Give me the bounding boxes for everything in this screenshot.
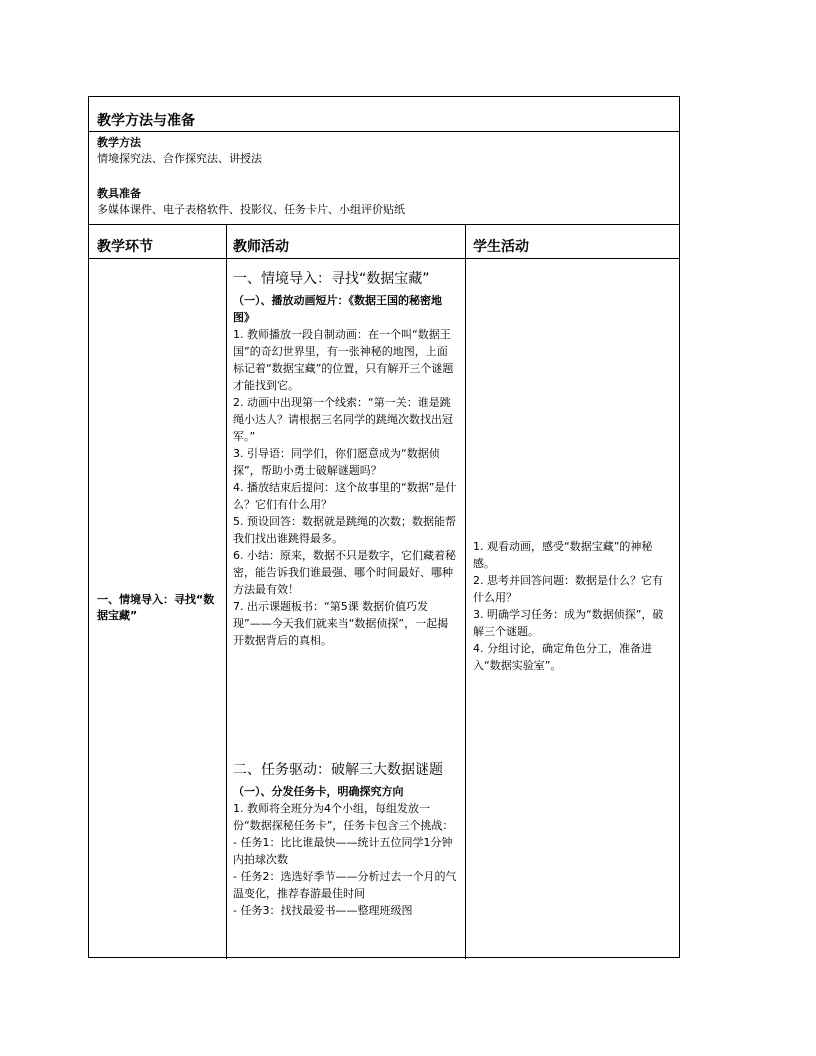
lesson-plan-table <box>88 96 680 958</box>
teacher-part1-item: 6. 小结：原来，数据不只是数字，它们藏着秘密，能告诉我们谁最强、哪个时间最好、哪种方法最有效！ <box>233 549 456 596</box>
divider-after-columns <box>89 258 679 259</box>
teacher-activity-part1 <box>233 270 457 649</box>
column-divider-1 <box>226 224 227 959</box>
methods-block <box>97 135 262 167</box>
tools-heading: 教具准备 <box>97 187 141 200</box>
methods-heading: 教学方法 <box>97 136 141 149</box>
teacher-part2-item: - 任务2：选选好季节——分析过去一个月的气温变化，推荐春游最佳时间 <box>233 870 457 900</box>
teacher-part1-heading: 一、情境导入：寻找“数据宝藏” <box>233 271 430 287</box>
teacher-part2-subheading: （一）、分发任务卡，明确探究方向 <box>233 785 404 798</box>
student-item: 4. 分组讨论，确定角色分工，准备进入“数据实验室”。 <box>473 642 652 672</box>
student-item: 2. 思考并回答问题：数据是什么？它有什么用？ <box>473 574 663 604</box>
teacher-part1-subheading: （一）、播放动画短片：《数据王国的秘密地图》 <box>233 294 442 324</box>
stage-label: 一、情境导入：寻找“数据宝藏” <box>97 593 215 622</box>
teacher-activity-part2 <box>233 761 457 919</box>
student-item: 1. 观看动画，感受“数据宝藏”的神秘感。 <box>473 540 653 570</box>
teacher-part2-item: - 任务1：比比谁最快——统计五位同学1分钟内拍球次数 <box>233 836 453 866</box>
teacher-part2-heading: 二、任务驱动：破解三大数据谜题 <box>233 762 443 778</box>
student-item: 3. 明确学习任务：成为“数据侦探”，破解三个谜题。 <box>473 608 664 638</box>
divider-before-columns <box>89 224 679 225</box>
tools-text: 多媒体课件、电子表格软件、投影仪、任务卡片、小组评价贴纸 <box>97 203 405 216</box>
column-header-teacher: 教师活动 <box>233 239 289 255</box>
student-activity <box>473 538 669 674</box>
teacher-part1-item: 7. 出示课题板书：“第5课 数据价值巧发现”——今天我们就来当“数据侦探”，一起揭开数据背后的真相。 <box>233 600 449 647</box>
column-divider-2 <box>465 224 466 959</box>
section-title: 教学方法与准备 <box>97 113 195 129</box>
teacher-part1-item: 4. 播放结束后提问：这个故事里的“数据”是什么？它们有什么用？ <box>233 481 457 511</box>
teacher-part1-item: 2. 动画中出现第一个线索：“第一关：谁是跳绳小达人？请根据三名同学的跳绳次数找出冠军。” <box>233 396 453 443</box>
teacher-part1-item: 1. 教师播放一段自制动画：在一个叫“数据王国”的奇幻世界里，有一张神秘的地图，上面标记着“数据宝藏”的位置，只有解开三个谜题才能找到它。 <box>233 328 454 392</box>
divider-title <box>89 131 679 132</box>
teacher-part1-item: 5. 预设回答：数据就是跳绳的次数；数据能帮我们找出谁跳得最多。 <box>233 515 456 545</box>
column-header-student: 学生活动 <box>473 239 529 255</box>
teacher-part2-item: 1. 教师将全班分为4个小组，每组发放一份“数据探秘任务卡”，任务卡包含三个挑战： <box>233 802 454 832</box>
column-header-stage: 教学环节 <box>97 239 153 255</box>
methods-text: 情境探究法、合作探究法、讲授法 <box>97 152 262 165</box>
tools-block <box>97 186 405 218</box>
teacher-part1-item: 3. 引导语：同学们，你们愿意成为“数据侦探”，帮助小勇士破解谜题吗？ <box>233 447 440 477</box>
teacher-part2-item: - 任务3：找找最爱书——整理班级图 <box>233 904 413 917</box>
